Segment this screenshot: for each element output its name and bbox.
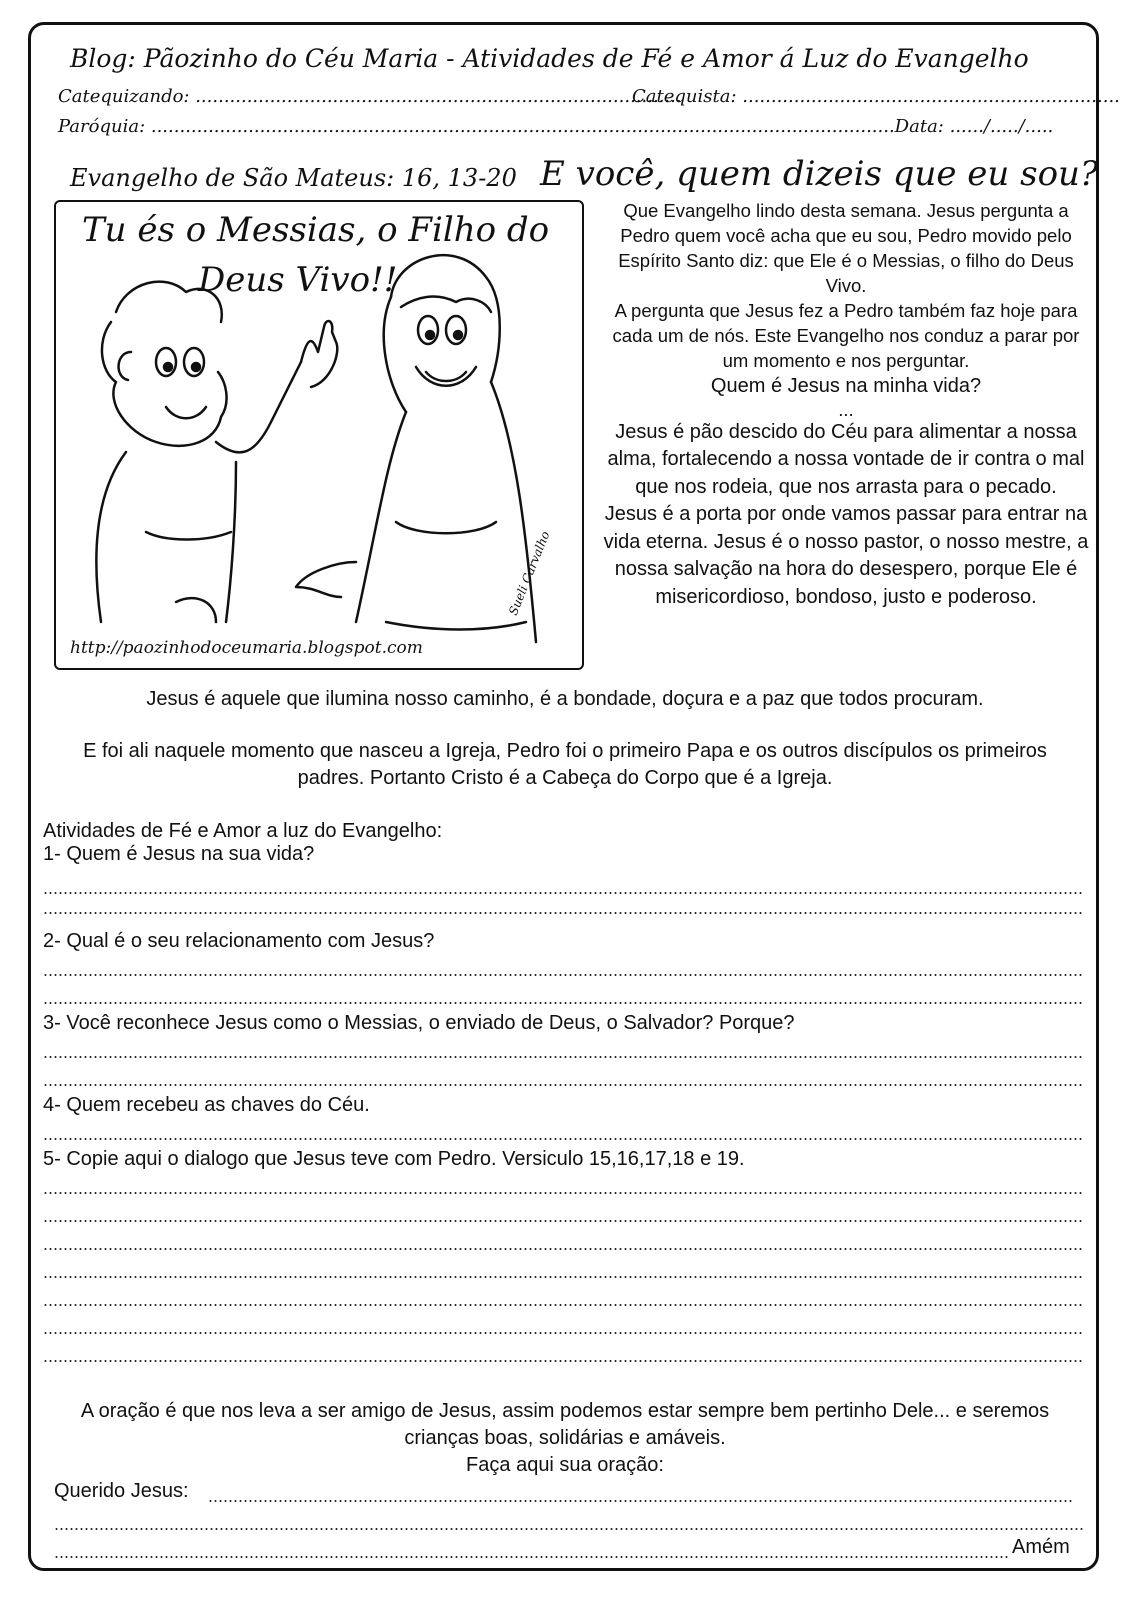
body-paragraph-2: E foi ali naquele momento que nasceu a Igreja, Pedro foi o primeiro Papa e os outros discípulos os primeiros padres. Portanto Cristo é a Cabeça do Corpo que é a Igreja. xyxy=(83,740,1047,789)
paroquia-data-field[interactable]: Paróquia: ..................................................................................................................................Data: ....../...../..... xyxy=(58,116,1054,137)
answer-line[interactable] xyxy=(43,1220,1083,1222)
question-1: 1- Quem é Jesus na sua vida? xyxy=(43,843,315,865)
answer-line[interactable] xyxy=(43,1360,1083,1362)
prayer-line[interactable] xyxy=(54,1556,1010,1558)
catequista-field[interactable]: Catequista: .................................................................. xyxy=(632,86,1120,107)
blog-title: Blog: Pãozinho do Céu Maria - Atividades de Fé e Amor á Luz do Evangelho xyxy=(70,44,1029,73)
blog-url: http://paozinhodoceumaria.blogspot.com xyxy=(70,638,423,658)
reflection-p4: Jesus é a porta por onde vamos passar para entrar na vida eterna. Jesus é o nosso pastor, o nosso mestre, a nossa salvação na hora do desespero, porque Ele é misericordioso, bondoso, justo e poderoso. xyxy=(603,503,1089,608)
answer-line[interactable] xyxy=(43,974,1083,976)
question-2: 2- Qual é o seu relacionamento com Jesus? xyxy=(43,930,435,952)
gospel-reference: Evangelho de São Mateus: 16, 13-20 xyxy=(70,164,517,192)
artist-signature: Sueli Carvalho xyxy=(506,529,553,618)
question-5: 5- Copie aqui o dialogo que Jesus teve com Pedro. Versiculo 15,16,17,18 e 19. xyxy=(43,1148,745,1170)
answer-line[interactable] xyxy=(43,912,1083,914)
reflection-p2: A pergunta que Jesus fez a Pedro também faz hoje para cada um de nós. Este Evangelho nos conduz a parar por um momento e nos perguntar. xyxy=(612,300,1080,371)
question-3: 3- Você reconhece Jesus como o Messias, o enviado de Deus, o Salvador? Porque? xyxy=(43,1012,795,1034)
prayer-instruction: Faça aqui sua oração: xyxy=(466,1454,664,1476)
gospel-reflection xyxy=(600,198,1092,611)
illustration-caption-line1: Tu és o Messias, o Filho do xyxy=(82,210,550,250)
answer-line[interactable] xyxy=(43,892,1083,894)
answer-line[interactable] xyxy=(43,1192,1083,1194)
gospel-question: E você, quem dizeis que eu sou? xyxy=(540,154,1099,194)
answer-line[interactable] xyxy=(43,1332,1083,1334)
prayer-start: Querido Jesus: xyxy=(54,1480,189,1502)
illustration-box xyxy=(54,200,584,670)
prayer-end: Amém xyxy=(1012,1536,1070,1558)
illustration-caption-line2: Deus Vivo!! xyxy=(198,260,398,300)
answer-line[interactable] xyxy=(43,1002,1083,1004)
answer-line[interactable] xyxy=(43,1304,1083,1306)
answer-line[interactable] xyxy=(43,1276,1083,1278)
answer-line[interactable] xyxy=(43,1056,1083,1058)
question-4: 4- Quem recebeu as chaves do Céu. xyxy=(43,1094,370,1116)
prayer-line[interactable] xyxy=(54,1528,1084,1530)
answer-line[interactable] xyxy=(43,1084,1083,1086)
reflection-p3: Jesus é pão descido do Céu para alimentar a nossa alma, fortalecendo a nossa vontade de ir contra o mal que nos rodeia, que nos arrasta para o pecado. xyxy=(607,420,1085,498)
reflection-question: Quem é Jesus na minha vida? xyxy=(710,375,982,397)
reflection-p1: Que Evangelho lindo desta semana. Jesus pergunta a Pedro quem você acha que eu sou, Pedro movido pelo Espírito Santo diz: que Ele é o Messias, o filho do Deus Vivo. xyxy=(618,200,1074,296)
body-paragraph-1: Jesus é aquele que ilumina nosso caminho, é a bondade, doçura e a paz que todos procuram. xyxy=(146,688,984,710)
catequizando-field[interactable]: Catequizando: ..................................................................................... xyxy=(58,86,682,107)
prayer-text: A oração é que nos leva a ser amigo de Jesus, assim podemos estar sempre bem pertinho Dele... e seremos crianças boas, solidárias e amáveis. xyxy=(80,1400,1050,1449)
answer-line[interactable] xyxy=(43,1138,1083,1140)
prayer-line[interactable] xyxy=(208,1500,1072,1502)
reflection-ellipsis: ... xyxy=(838,398,854,420)
activities-heading: Atividades de Fé e Amor a luz do Evangelho: xyxy=(43,820,443,842)
answer-line[interactable] xyxy=(43,1248,1083,1250)
